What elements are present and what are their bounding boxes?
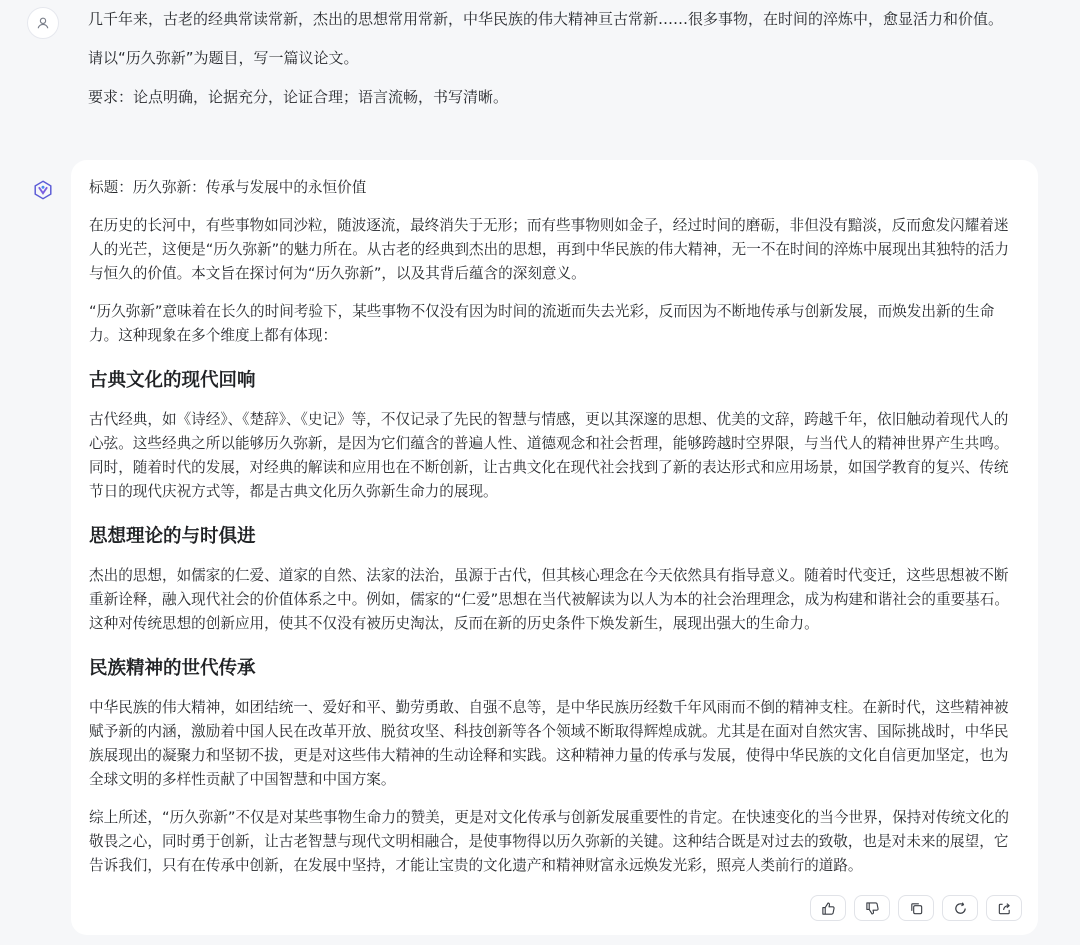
section-heading: 古典文化的现代回响 [89, 370, 256, 391]
like-button[interactable] [810, 895, 846, 921]
assistant-answer-body [89, 176, 1019, 892]
user-paragraph: 几千年来，古老的经典常读常新，杰出的思想常用常新，中华民族的伟大精神亘古常新……很多事物，在时间的淬炼中，愈显活力和价值。 [88, 10, 1004, 28]
user-paragraph: 请以“历久弥新”为题目，写一篇议论文。 [88, 49, 359, 67]
share-button[interactable] [986, 895, 1022, 921]
essay-title: 标题：历久弥新：传承与发展中的永恒价值 [89, 179, 367, 196]
essay-paragraph: “历久弥新”意味着在长久的时间考验下，某些事物不仅没有因为时间的流逝而失去光彩，反而因为不断地传承与创新发展，而焕发出新的生命力。这种现象在多个维度上都有体现： [89, 303, 995, 344]
share-icon [997, 901, 1012, 916]
section-heading: 思想理论的与时俱进 [89, 526, 256, 547]
essay-paragraph: 杰出的思想，如儒家的仁爱、道家的自然、法家的法治，虽源于古代，但其核心理念在今天依然具有指导意义。随着时代变迁，这些思想被不断重新诠释，融入现代社会的价值体系之中。例如，儒家的“仁爱”思想在当代被解读为以人为本的社会治理理念，成为构建和谐社会的重要基石。这种对传统思想的创新应用，使其不仅没有被历史淘汰，反而在新的历史条件下焕发新生，展现出强大的生命力。 [89, 567, 1009, 632]
essay-paragraph: 在历史的长河中，有些事物如同沙粒，随波逐流，最终消失于无形；而有些事物则如金子，经过时间的磨砺，非但没有黯淡，反而愈发闪耀着迷人的光芒，这便是“历久弥新”的魅力所在。从古老的经典到杰出的思想，再到中华民族的伟大精神，无一不在时间的淬炼中展现出其独特的活力与恒久的价值。本文旨在探讨何为“历久弥新”，以及其背后蕴含的深刻意义。 [89, 217, 1009, 282]
essay-paragraph: 古代经典，如《诗经》、《楚辞》、《史记》等，不仅记录了先民的智慧与情感，更以其深邃的思想、优美的文辞，跨越千年，依旧触动着现代人的心弦。这些经典之所以能够历久弥新，是因为它们蕴含的普遍人性、道德观念和社会哲理，能够跨越时空界限，与当代人的精神世界产生共鸣。同时，随着时代的发展，对经典的解读和应用也在不断创新，让古典文化在现代社会找到了新的表达形式和应用场景，如国学教育的复兴、传统节日的现代庆祝方式等，都是古典文化历久弥新生命力的展现。 [89, 411, 1009, 500]
user-message-row [0, 0, 1080, 150]
thumbs-down-icon [865, 901, 880, 916]
user-avatar [27, 7, 59, 39]
copy-button[interactable] [898, 895, 934, 921]
assistant-avatar [27, 174, 59, 206]
assistant-answer-card [71, 160, 1038, 935]
thumbs-up-icon [821, 901, 836, 916]
regenerate-button[interactable] [942, 895, 978, 921]
essay-paragraph: 中华民族的伟大精神，如团结统一、爱好和平、勤劳勇敢、自强不息等，是中华民族历经数千年风雨而不倒的精神支柱。在新时代，这些精神被赋予新的内涵，激励着中国人民在改革开放、脱贫攻坚、科技创新等各个领域不断取得辉煌成就。尤其是在面对自然灾害、国际挑战时，中华民族展现出的凝聚力和坚韧不拔，更是对这些伟大精神的生动诠释和实践。这种精神力量的传承与发展，使得中华民族的文化自信更加坚定，也为全球文明的多样性贡献了中国智慧和中国方案。 [89, 699, 1009, 788]
message-action-bar [810, 895, 1022, 921]
dislike-button[interactable] [854, 895, 890, 921]
user-icon [36, 16, 50, 30]
essay-conclusion: 综上所述，“历久弥新”不仅是对某些事物生命力的赞美，更是对文化传承与创新发展重要性的肯定。在快速变化的当今世界，保持对传统文化的敬畏之心，同时勇于创新，让古老智慧与现代文明相融合，是使事物得以历久弥新的关键。这种结合既是对过去的致敬，也是对未来的展望，它告诉我们，只有在传承中创新，在发展中坚持，才能让宝贵的文化遗产和精神财富永远焕发光彩，照亮人类前行的道路。 [89, 809, 1009, 874]
section-heading: 民族精神的世代传承 [89, 658, 256, 679]
copy-icon [909, 901, 924, 916]
assistant-logo-icon [32, 179, 54, 201]
user-message-text [88, 8, 1008, 125]
user-paragraph: 要求：论点明确，论据充分，论证合理；语言流畅，书写清晰。 [88, 88, 509, 106]
regenerate-icon [953, 901, 968, 916]
